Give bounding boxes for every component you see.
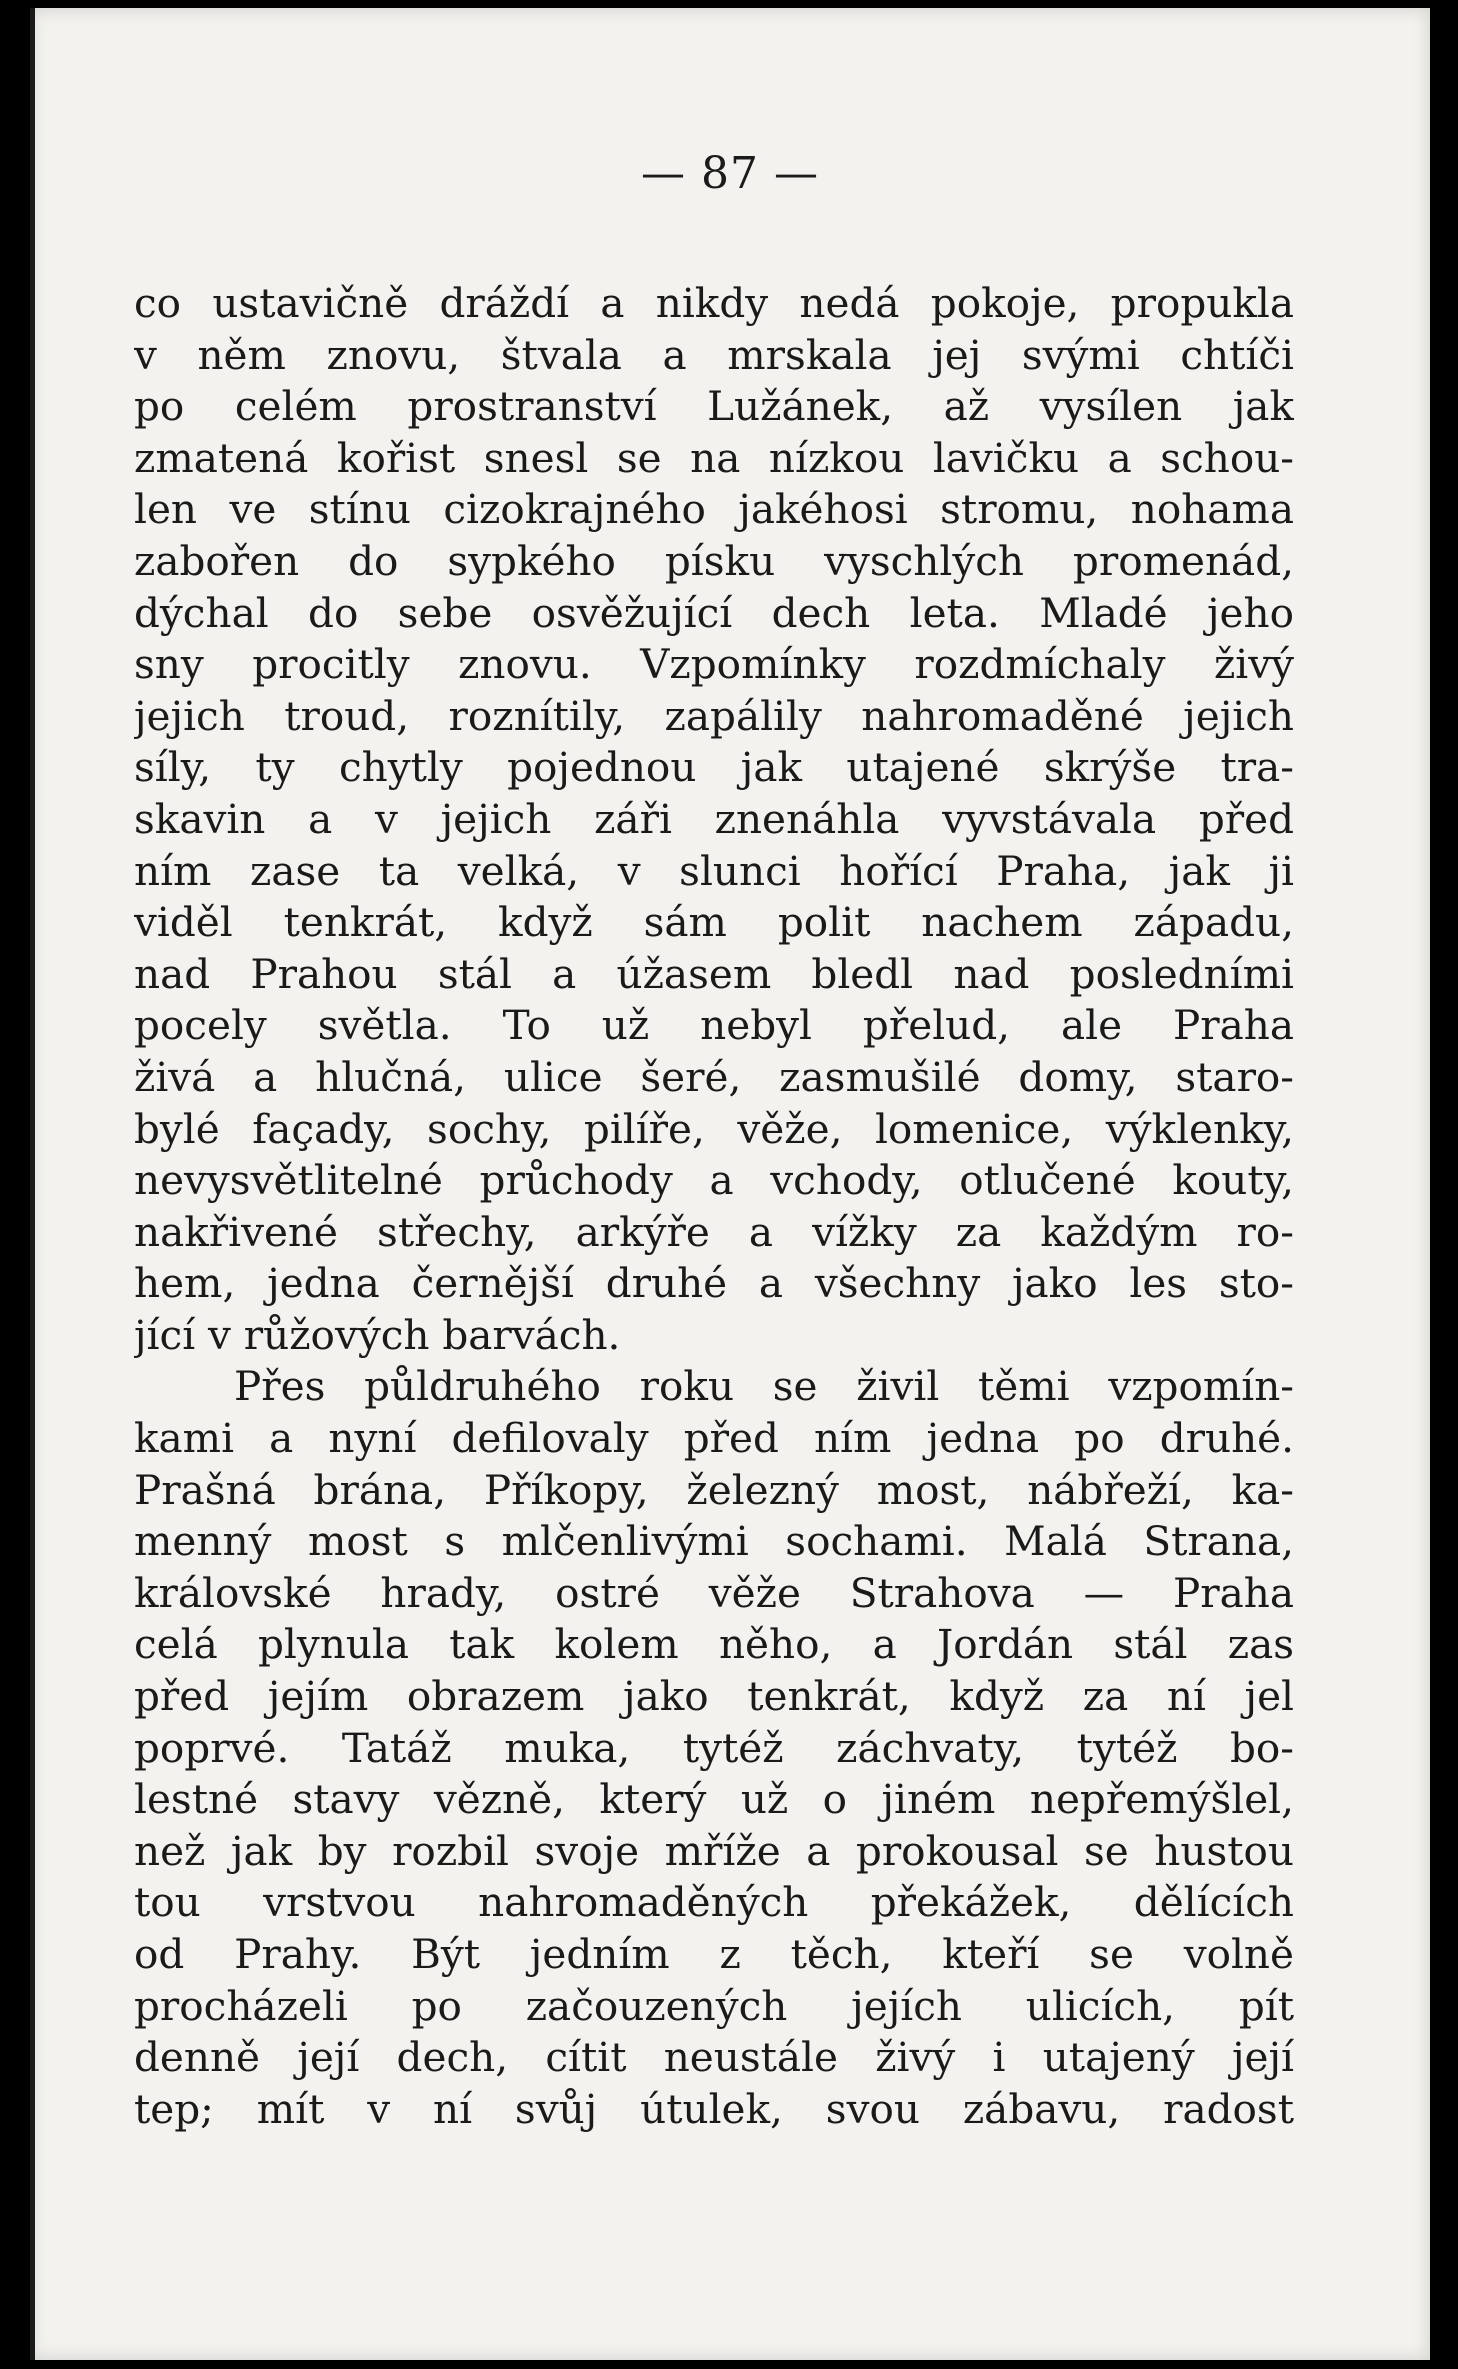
text-line: síly, ty chytly pojednou jak utajené skrýše tra- (134, 743, 1294, 792)
text-line: královské hrady, ostré věže Strahova — Praha (134, 1568, 1294, 1617)
text-line: jící v růžových barvách. (134, 1310, 621, 1359)
paragraph-1 (134, 278, 1294, 1361)
text-line: Přes půldruhého roku se živil těmi vzpomín- (234, 1362, 1294, 1411)
text-line: zabořen do sypkého písku vyschlých promenád, (134, 536, 1294, 585)
text-line: jejich troud, roznítily, zapálily nahromaděné jejich (134, 691, 1294, 740)
text-line: viděl tenkrát, když sám polit nachem západu, (134, 898, 1294, 947)
text-line: Prašná brána, Příkopy, železný most, nábřeží, ka- (134, 1465, 1294, 1514)
body-text (134, 278, 1294, 2135)
text-line: v něm znovu, štvala a mrskala jej svými chtíči (134, 330, 1294, 379)
text-line: sny procitly znovu. Vzpomínky rozdmíchaly živý (134, 640, 1294, 689)
text-line: pocely světla. To už nebyl přelud, ale Praha (134, 1001, 1294, 1050)
text-line: kami a nyní defilovaly před ním jedna po druhé. (134, 1414, 1294, 1463)
text-line: než jak by rozbil svoje mříže a prokousal se hustou (134, 1826, 1294, 1875)
text-line: hem, jedna černější druhé a všechny jako les sto- (134, 1259, 1294, 1308)
text-line: nad Prahou stál a úžasem bledl nad posledními (134, 949, 1294, 998)
text-line: zmatená kořist snesl se na nízkou lavičku a schou- (134, 433, 1294, 482)
text-line: procházeli po začouzených jejích ulicích, pít (134, 1981, 1294, 2030)
book-page (30, 8, 1430, 2360)
text-line: ním zase ta velká, v slunci hořící Praha, jak ji (134, 846, 1294, 895)
text-line: po celém prostranství Lužánek, až vysílen jak (134, 382, 1294, 431)
paragraph-2 (134, 1361, 1294, 2135)
text-line: dýchal do sebe osvěžující dech leta. Mladé jeho (134, 588, 1294, 637)
text-line: bylé façady, sochy, pilíře, věže, lomenice, výklenky, (134, 1104, 1294, 1153)
text-line: od Prahy. Být jedním z těch, kteří se volně (134, 1930, 1294, 1978)
text-line: před jejím obrazem jako tenkrát, když za ní jel (134, 1672, 1294, 1721)
text-line: skavin a v jejich záři znenáhla vyvstávala před (134, 794, 1294, 843)
page-number: — 87 — (641, 148, 819, 199)
text-line: co ustavičně dráždí a nikdy nedá pokoje, propukla (134, 279, 1294, 327)
text-line: menný most s mlčenlivými sochami. Malá Strana, (134, 1517, 1294, 1566)
binding-edge (30, 8, 35, 2360)
text-line: len ve stínu cizokrajného jakéhosi stromu, nohama (134, 485, 1294, 534)
text-line: celá plynula tak kolem něho, a Jordán stál zas (134, 1620, 1294, 1669)
text-line: tep; mít v ní svůj útulek, svou zábavu, radost (134, 2084, 1294, 2133)
text-line: tou vrstvou nahromaděných překážek, dělících (134, 1878, 1294, 1927)
text-line: živá a hlučná, ulice šeré, zasmušilé domy, staro- (134, 1052, 1294, 1101)
text-line: nakřivené střechy, arkýře a vížky za každým ro- (134, 1207, 1294, 1256)
text-line: poprvé. Tatáž muka, tytéž záchvaty, tytéž bo- (134, 1723, 1294, 1772)
text-line: nevysvětlitelné průchody a vchody, otlučené kouty, (134, 1156, 1294, 1205)
text-line: lestné stavy vězně, který už o jiném nepřemýšlel, (134, 1775, 1294, 1824)
text-line: denně její dech, cítit neustále živý i utajený její (134, 2033, 1294, 2082)
